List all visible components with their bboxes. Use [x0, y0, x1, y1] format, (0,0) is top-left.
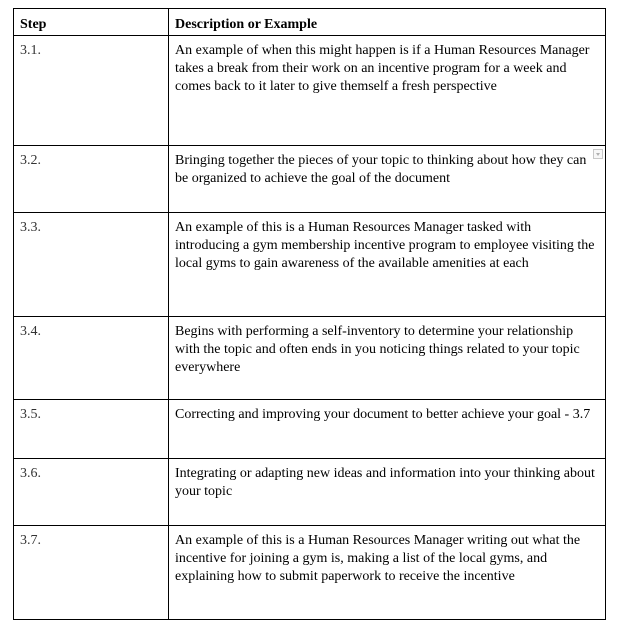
steps-table [13, 8, 606, 620]
step-description: An example of this is a Human Resources Manager writing out what the incentive for joining a gym is, making a list of the local gyms, and explaining how to submit paperwork to receive the incentive [169, 526, 606, 620]
table-row [14, 459, 606, 526]
step-number: 3.7. [14, 526, 169, 620]
step-number: 3.6. [14, 459, 169, 526]
header-step: Step [14, 9, 169, 36]
step-number: 3.4. [14, 317, 169, 400]
table-row [14, 146, 606, 213]
table-row [14, 317, 606, 400]
step-description: Bringing together the pieces of your topic to thinking about how they can be organized to achieve the goal of the document [175, 153, 587, 186]
table-row [14, 526, 606, 620]
step-description-cell[interactable] [169, 146, 606, 213]
step-number: 3.2. [14, 146, 169, 213]
table-row [14, 36, 606, 146]
step-description: Correcting and improving your document to better achieve your goal - 3.7 [169, 400, 606, 459]
chevron-down-icon[interactable] [593, 149, 603, 159]
step-description: An example of when this might happen is if a Human Resources Manager takes a break from their work on an incentive program for a week and comes back to it later to give themself a fresh perspective [169, 36, 606, 146]
header-description: Description or Example [169, 9, 606, 36]
step-number: 3.3. [14, 213, 169, 317]
step-number: 3.1. [14, 36, 169, 146]
table-row [14, 400, 606, 459]
table-header-row [14, 9, 606, 36]
step-description: Integrating or adapting new ideas and information into your thinking about your topic [169, 459, 606, 526]
table-row [14, 213, 606, 317]
step-description: Begins with performing a self-inventory to determine your relationship with the topic and often ends in you noticing things related to your topic everywhere [169, 317, 606, 400]
step-description: An example of this is a Human Resources Manager tasked with introducing a gym membership incentive program to employee visiting the local gyms to gain awareness of the available amenities at each [169, 213, 606, 317]
step-number: 3.5. [14, 400, 169, 459]
